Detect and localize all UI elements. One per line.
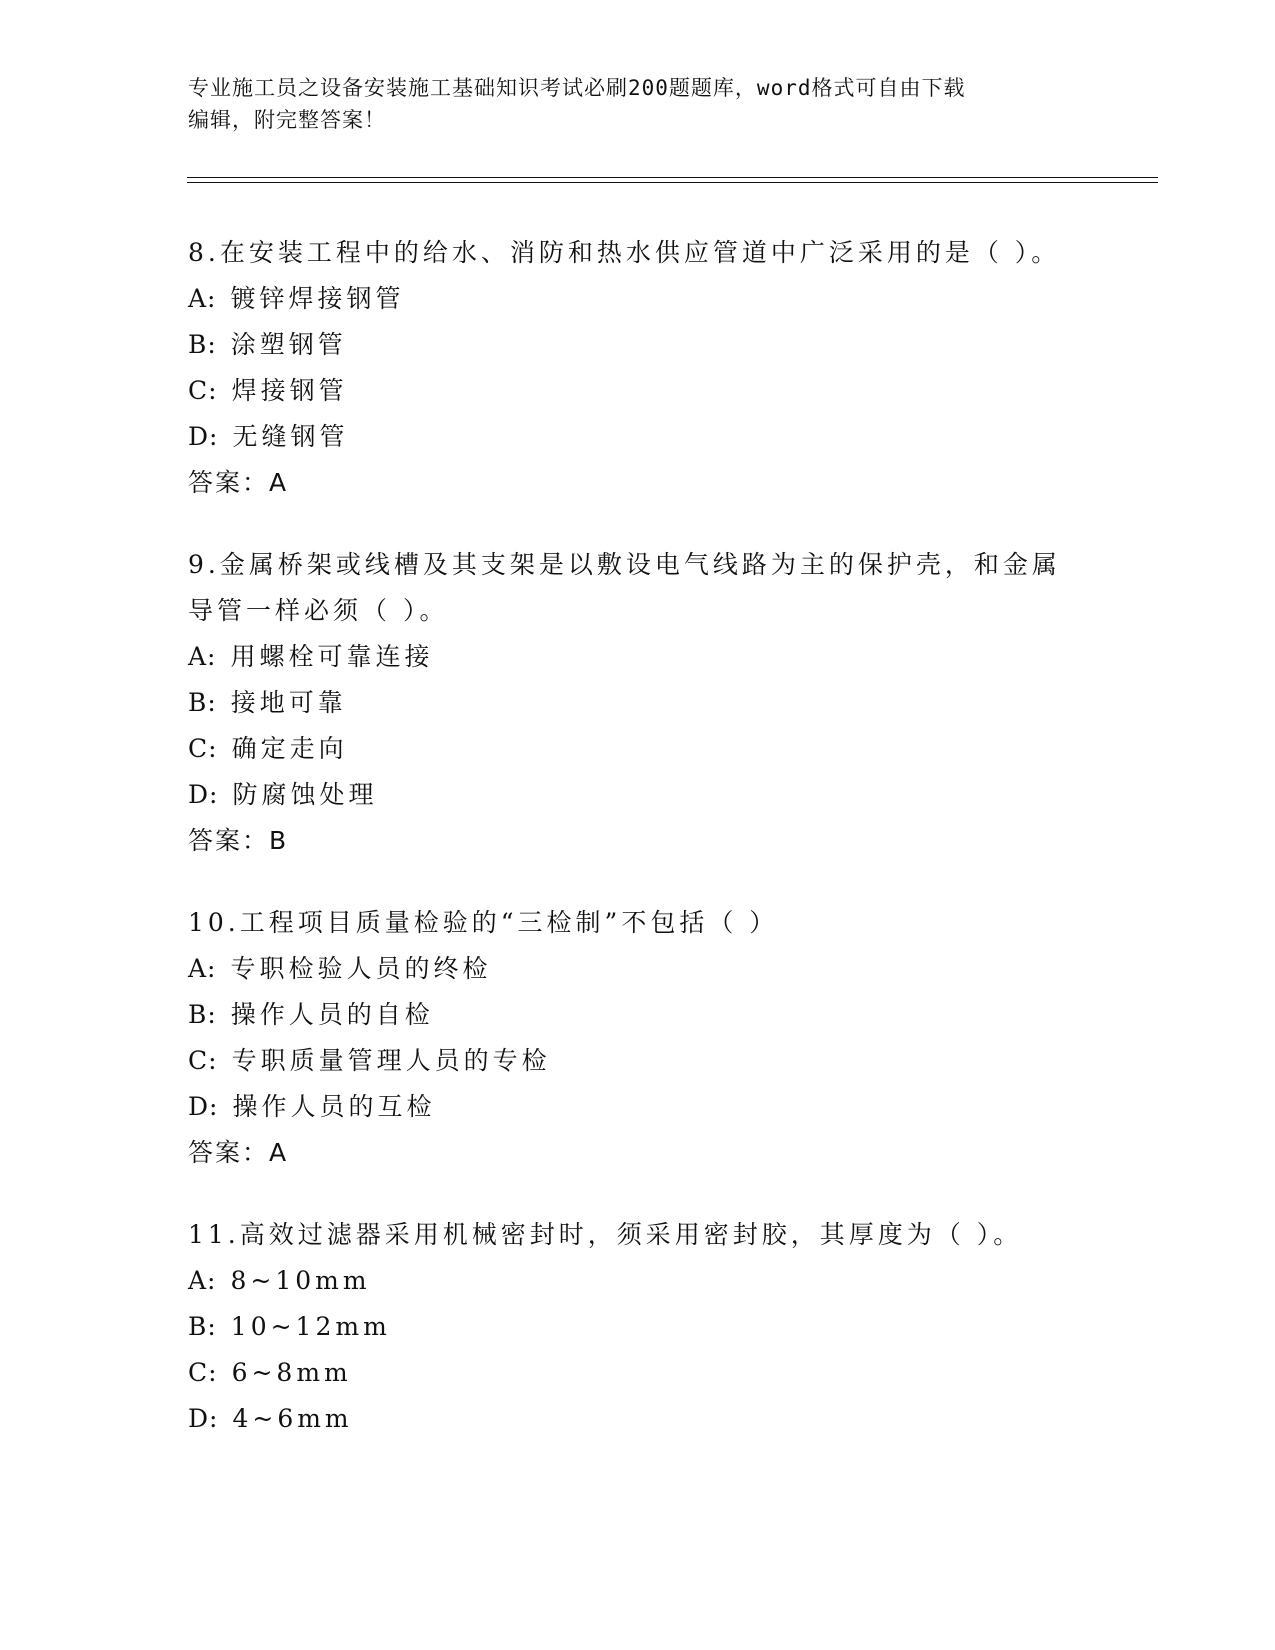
option-a (188, 276, 1088, 322)
answer: 答案：A (188, 468, 289, 497)
option-label: A: (188, 284, 217, 313)
option-text: 无缝钢管 (232, 422, 349, 451)
option-label: B: (188, 1312, 217, 1341)
question-stem: 8.在安装工程中的给水、消防和热水供应管道中广泛采用的是（ ）。 (188, 238, 1061, 267)
option-c (188, 1038, 1088, 1084)
question-11 (188, 1212, 1088, 1442)
question-8 (188, 230, 1088, 506)
option-label: C: (188, 1358, 218, 1387)
option-d (188, 1396, 1088, 1442)
header-divider-top (187, 177, 1158, 178)
question-stem: 10.工程项目质量检验的“三检制”不包括（ ） (188, 908, 779, 937)
option-text: 专职检验人员的终检 (230, 954, 492, 983)
option-d (188, 772, 1088, 818)
option-text: 6~8mm (231, 1358, 352, 1387)
option-a (188, 634, 1088, 680)
option-text: 专职质量管理人员的专检 (231, 1046, 551, 1075)
option-b (188, 322, 1088, 368)
option-text: 接地可靠 (230, 688, 347, 717)
option-label: C: (188, 1046, 218, 1075)
option-label: C: (188, 376, 218, 405)
option-d (188, 1084, 1088, 1130)
option-label: C: (188, 734, 218, 763)
option-text: 操作人员的互检 (232, 1092, 436, 1121)
option-text: 10~12mm (230, 1312, 391, 1341)
question-list (188, 230, 1088, 1478)
option-text: 镀锌焊接钢管 (230, 284, 405, 313)
option-label: D: (188, 780, 219, 809)
option-c (188, 1350, 1088, 1396)
option-text: 8~10mm (230, 1266, 371, 1295)
option-b (188, 1304, 1088, 1350)
header-line-1: 专业施工员之设备安装施工基础知识考试必刷200题题库，word格式可自由下载 (188, 76, 966, 100)
option-text: 用螺栓可靠连接 (230, 642, 434, 671)
question-stem-line-2: 导管一样必须（ ）。 (188, 596, 449, 625)
question-9 (188, 542, 1088, 864)
answer: 答案：A (188, 1138, 289, 1167)
question-stem: 11.高效过滤器采用机械密封时，须采用密封胶，其厚度为（ ）。 (188, 1220, 1023, 1249)
option-label: A: (188, 1266, 217, 1295)
option-a (188, 946, 1088, 992)
option-c (188, 368, 1088, 414)
question-stem-line-1: 9.金属桥架或线槽及其支架是以敷设电气线路为主的保护壳，和金属 (188, 550, 1061, 579)
option-text: 防腐蚀处理 (232, 780, 378, 809)
option-b (188, 992, 1088, 1038)
question-10 (188, 900, 1088, 1176)
option-text: 4~6mm (232, 1404, 353, 1433)
header-line-2: 编辑，附完整答案！ (188, 108, 386, 132)
answer: 答案：B (188, 826, 289, 855)
option-b (188, 680, 1088, 726)
option-label: D: (188, 1092, 219, 1121)
option-d (188, 414, 1088, 460)
option-text: 确定走向 (231, 734, 348, 763)
option-label: A: (188, 642, 217, 671)
option-label: B: (188, 1000, 217, 1029)
option-label: A: (188, 954, 217, 983)
option-text: 涂塑钢管 (230, 330, 347, 359)
option-label: D: (188, 422, 219, 451)
header-divider-bottom (187, 182, 1158, 183)
option-label: D: (188, 1404, 219, 1433)
option-text: 操作人员的自检 (230, 1000, 434, 1029)
document-header (188, 72, 1068, 136)
option-a (188, 1258, 1088, 1304)
option-label: B: (188, 330, 217, 359)
option-label: B: (188, 688, 217, 717)
option-c (188, 726, 1088, 772)
option-text: 焊接钢管 (231, 376, 348, 405)
